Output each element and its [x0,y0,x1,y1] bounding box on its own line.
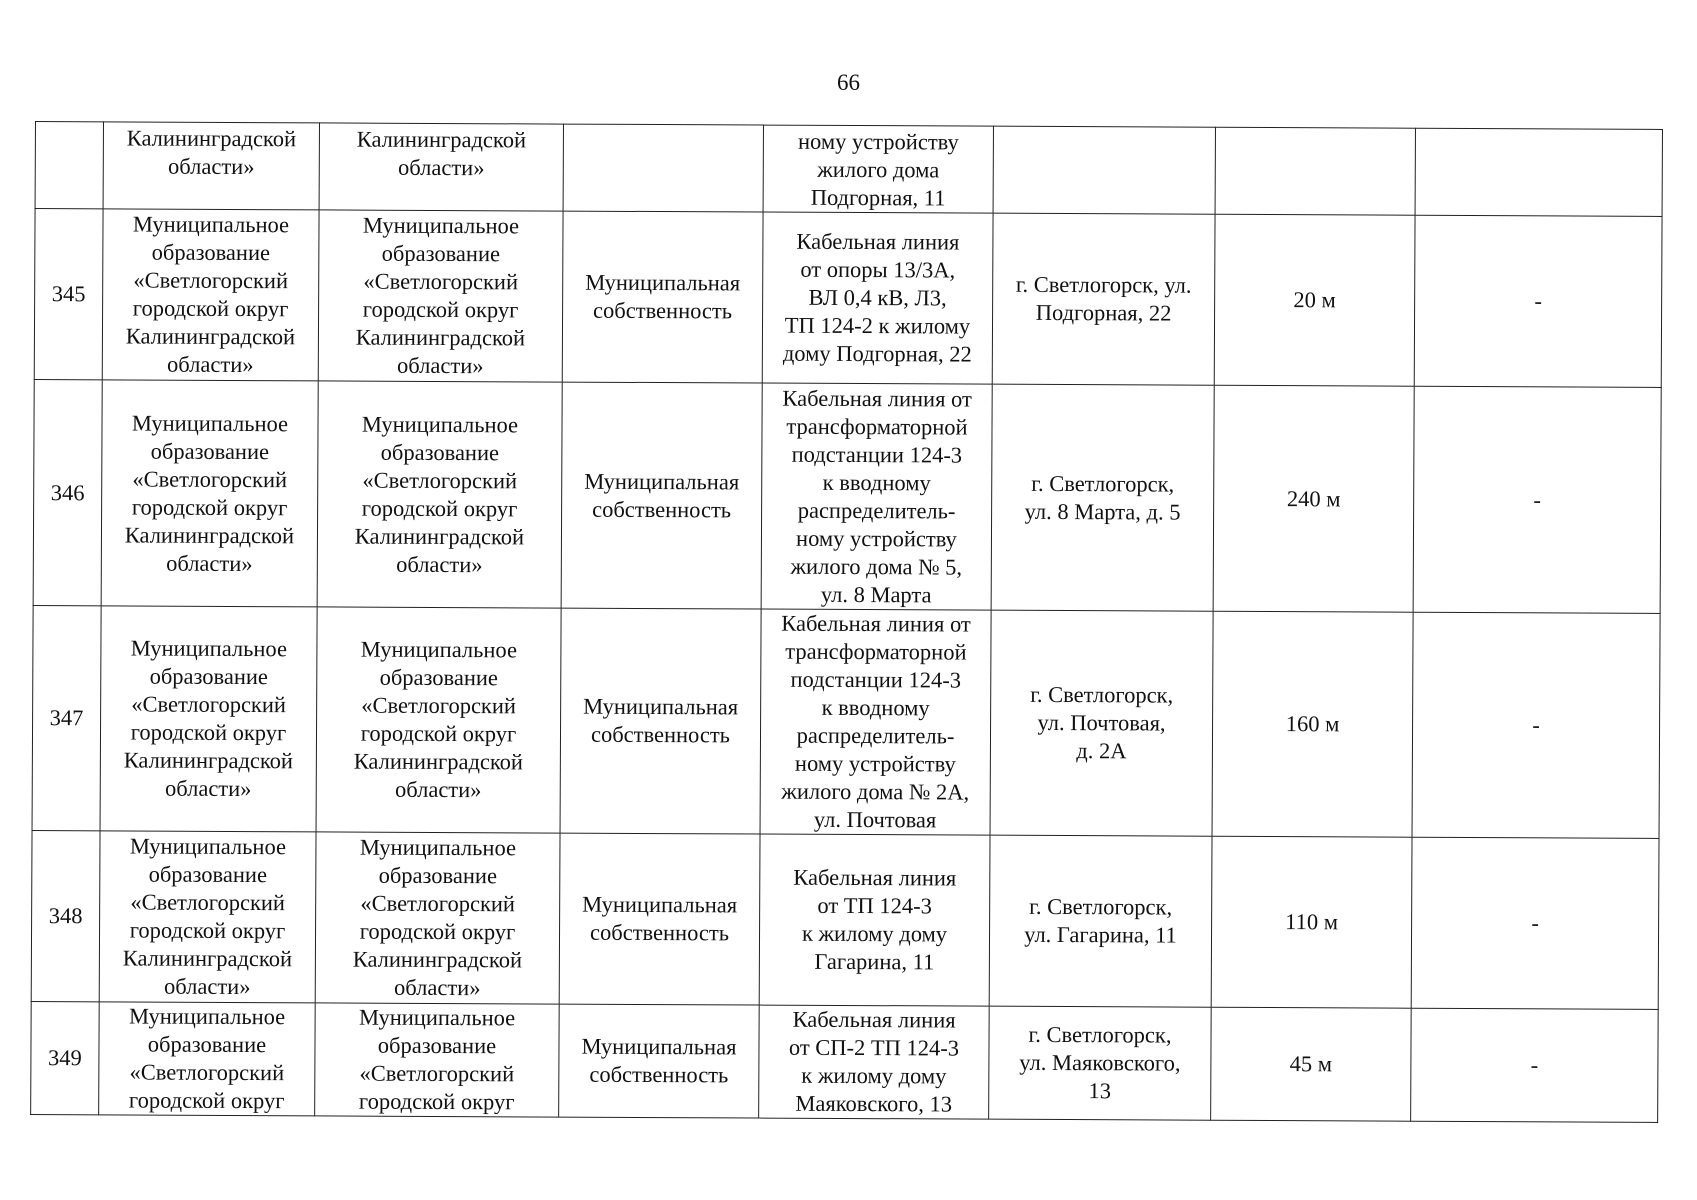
ownership-type-cell: Муниципальная собственность [559,1004,760,1118]
table-row [32,605,1660,838]
row-number: 345 [34,209,103,380]
ownership-type-cell: Муниципальная собственность [561,382,762,609]
table-row [31,1001,1659,1122]
address-cell: г. Светлогорск, ул. Маяковского, 13 [989,1006,1212,1120]
note-cell: - [1414,215,1662,387]
length-cell: 45 м [1211,1007,1412,1121]
owner-cell: Муниципальное образование «Светлогорский городской округ Калининградской области» [318,210,563,382]
rights-holder-cell: Муниципальное образование «Светлогорский городской округ Калининградской области» [100,606,317,832]
ownership-type-cell: Муниципальная собственность [562,211,763,383]
note-cell: - [1411,837,1659,1009]
property-register-table [30,121,1663,1123]
rights-holder-cell: Муниципальное образование «Светлогорский городской округ Калининградской области» [101,380,318,607]
object-description-cell: Кабельная линия от опоры 13/3А, ВЛ 0,4 кВ, Л3, ТП 124-2 к жилому дому Подгорная, 22 [762,212,993,384]
object-description-cell: Кабельная линия от трансформаторной подстанции 124-3 к вводному распределитель- ному устройству жилого дома № 2А, ул. Почтовая [760,609,991,835]
rights-holder-cell: Муниципальное образование «Светлогорский городской округ [99,1002,316,1116]
row-number: 346 [33,379,102,605]
ownership-type-cell: Муниципальная собственность [560,608,761,834]
address-cell: г. Светлогорск, ул. 8 Марта, д. 5 [991,384,1214,611]
note-cell [1415,128,1662,216]
table-row [33,379,1661,613]
owner-cell: Муниципальное образование «Светлогорский городской округ Калининградской области» [316,607,561,833]
owner-cell: Муниципальное образование «Светлогорский городской округ Калининградской области» [315,832,560,1004]
object-description-cell: ному устройству жилого дома Подгорная, 11 [763,125,993,213]
note-cell: - [1413,386,1661,613]
owner-cell: Калининградской области» [319,123,563,211]
address-cell [993,126,1215,214]
page-number: 66 [837,70,860,95]
ownership-type-cell: Муниципальная собственность [559,833,760,1005]
object-description-cell: Кабельная линия от трансформаторной подстанции 124-3 к вводному распределитель- ному устройству жилого дома № 5, ул. 8 Марта [761,383,992,610]
row-number: 349 [31,1001,100,1114]
length-cell: 20 м [1214,214,1415,386]
rights-holder-cell: Муниципальное образование «Светлогорский городской округ Калининградской области» [99,831,316,1003]
owner-cell: Муниципальное образование «Светлогорский городской округ [315,1003,560,1117]
row-number: 348 [31,830,100,1001]
address-cell: г. Светлогорск, ул. Подгорная, 22 [992,213,1215,385]
note-cell: - [1412,612,1660,838]
owner-cell: Муниципальное образование «Светлогорский городской округ Калининградской области» [317,381,562,608]
address-cell: г. Светлогорск, ул. Почтовая, д. 2А [990,610,1213,836]
address-cell: г. Светлогорск, ул. Гагарина, 11 [989,835,1212,1007]
rights-holder-cell: Муниципальное образование «Светлогорский городской округ Калининградской области» [102,209,319,381]
object-description-cell: Кабельная линия от ТП 124-3 к жилому дому Гагарина, 11 [759,834,990,1006]
table-row [35,122,1662,217]
row-number: 347 [32,605,101,830]
table-row [31,830,1659,1009]
length-cell: 160 м [1212,611,1413,837]
row-number [35,122,103,209]
length-cell [1215,127,1415,215]
note-cell: - [1411,1008,1659,1122]
length-cell: 240 м [1213,385,1414,612]
object-description-cell: Кабельная линия от СП-2 ТП 124-3 к жилому дому Маяковского, 13 [759,1005,990,1119]
length-cell: 110 м [1211,836,1412,1008]
ownership-type-cell [563,124,763,212]
table-row [34,209,1662,388]
rights-holder-cell: Калининградской области» [103,122,319,210]
